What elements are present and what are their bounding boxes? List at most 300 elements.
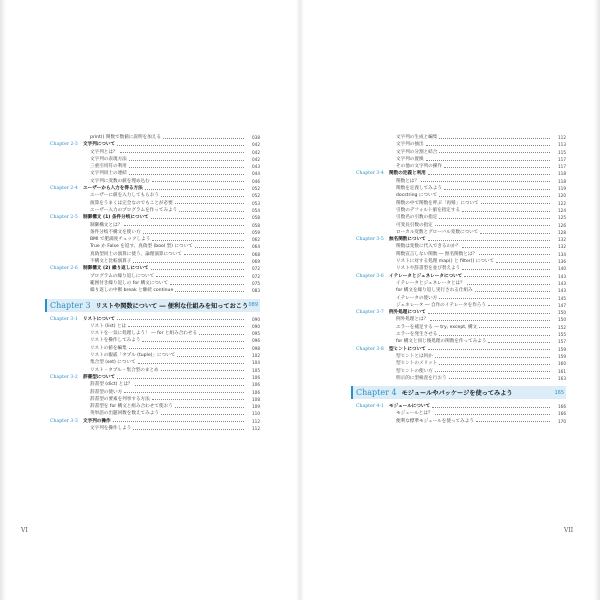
entry-title: リストの値を編集: [90, 345, 127, 351]
toc-section-row: [356, 309, 566, 316]
entry-title: 演算をうまくは完全なのでもことが必要: [90, 200, 173, 206]
entry-title: イテレータとジェネレータとは？: [396, 280, 465, 286]
page-number: 072: [252, 266, 260, 272]
page-number: 058: [252, 222, 260, 228]
entry-title: リストに対する処理 map() と filter() について: [396, 259, 495, 265]
dot-leader: [117, 145, 244, 146]
entry-title: 辞書型について: [83, 374, 116, 380]
entry-title: docstring について: [396, 193, 438, 199]
entry-title: リストを一気に処理しよう！ ― for と組み合わせる: [90, 331, 198, 337]
dot-leader: [138, 363, 244, 364]
toc-entry-row: [356, 418, 566, 425]
page-number: 068: [252, 251, 260, 257]
dot-leader: [435, 357, 550, 358]
dot-leader: [124, 225, 244, 226]
dot-leader: [426, 160, 550, 161]
entry-title: 文字列同士の連結: [90, 171, 127, 177]
toc-section-row: [50, 316, 260, 323]
entry-title: エラーを補足する ― try, except, 構文: [396, 324, 478, 330]
entry-title: 例外処理とは？: [396, 317, 429, 323]
entry-title: プログラムの繰り返しについて: [90, 273, 155, 279]
entry-title: 関数の定義と利用: [389, 171, 426, 177]
page-number: 090: [252, 323, 260, 329]
page-number: 143: [558, 288, 566, 294]
entry-title: 文字列の置換: [396, 156, 424, 162]
toc-entry-row: [356, 375, 566, 382]
toc-entry-row: [356, 229, 566, 236]
entry-title: リストを操作してみよう: [90, 338, 141, 344]
toc-entry-row: [356, 360, 566, 367]
entry-title: 文字列について: [83, 142, 116, 148]
entry-title: 引数名の引数の指定: [396, 215, 438, 221]
dot-leader: [488, 305, 550, 306]
entry-title: 不構文と比較演算子: [90, 259, 132, 265]
dot-leader: [156, 276, 244, 277]
page-number: 122: [558, 200, 566, 206]
section-number: Chapter 3-4: [356, 171, 384, 177]
dot-leader: [175, 407, 244, 408]
page-number: 043: [252, 164, 260, 170]
page-number: 038: [252, 135, 260, 140]
entry-title: 型ヒントのメリット: [396, 361, 438, 367]
entry-title: for 構文を繰り返し実行される仕組み: [396, 288, 473, 294]
page-number: 044: [252, 171, 260, 177]
toc-entry-row: [356, 141, 566, 148]
dot-leader: [179, 211, 244, 212]
dot-leader: [432, 407, 550, 408]
dot-leader: [476, 421, 550, 422]
page-number: 110: [252, 411, 260, 417]
toc-entry-row: [50, 389, 260, 396]
page-number: 124: [558, 207, 566, 213]
page-number: 046: [252, 178, 260, 184]
toc-entry-row: [50, 236, 260, 243]
dot-leader: [435, 414, 550, 415]
toc-entry-row: [50, 207, 260, 214]
entry-title: モジュールとは？: [396, 411, 433, 417]
entry-title: 辞書型 (dict) とは？: [90, 382, 133, 388]
toc-entry-row: [356, 302, 566, 309]
page-number: 143: [558, 280, 566, 286]
page-number: 132: [558, 237, 566, 243]
entry-title: リスト・タプル・集合型のまとめ: [90, 367, 159, 373]
dot-leader: [428, 174, 550, 175]
toc-entry-row: [50, 251, 260, 258]
entry-title: エラーを発生させる: [396, 332, 438, 338]
toc-section-row: [356, 403, 566, 410]
entry-title: イテレータとジェネレータについて: [389, 273, 463, 279]
dot-leader: [133, 429, 244, 430]
dot-leader: [117, 319, 244, 320]
entry-title: 英単語の出題回数を数えてみよう: [90, 411, 159, 417]
dot-leader: [439, 196, 550, 197]
entry-title: 文字列を操作しよう: [90, 425, 132, 431]
chapter-banner: [45, 299, 260, 312]
dot-leader: [129, 348, 244, 349]
dot-leader: [161, 414, 244, 415]
entry-title: モジュールについて: [389, 404, 431, 410]
section-number: Chapter 3-3: [50, 418, 78, 424]
dot-leader: [480, 233, 550, 234]
entry-title: 型ヒントについて: [389, 346, 426, 352]
entry-title: リスト (list) とは: [90, 323, 127, 329]
page-number: 155: [558, 332, 566, 338]
chapter-banner: [351, 386, 566, 399]
toc-entry-row: [50, 287, 260, 294]
section-number: Chapter 4-1: [356, 404, 384, 410]
section-number: Chapter 2-5: [50, 215, 78, 221]
page-number: 112: [252, 425, 260, 431]
chapter-page: 165: [554, 389, 564, 396]
toc-entry-row: [356, 280, 566, 287]
entry-title: リストの親戚「タプル (tuple)」について: [90, 353, 176, 359]
dot-leader: [462, 211, 550, 212]
toc-entry-row: [356, 163, 566, 170]
chapter-title: リストや関数について ― 便利な仕組みを知っておこう: [95, 302, 249, 310]
page-number: 157: [558, 339, 566, 345]
toc-entry-row: [50, 330, 260, 337]
toc-section-row: [50, 374, 260, 381]
page-number: 059: [252, 229, 260, 235]
page-number: 134: [558, 251, 566, 257]
toc-entry-row: [356, 324, 566, 331]
page-number: 108: [252, 396, 260, 402]
toc-section-row: [50, 185, 260, 192]
dot-leader: [479, 327, 550, 328]
page-number: 126: [558, 222, 566, 228]
dot-leader: [479, 254, 550, 255]
toc-entry-row: [50, 403, 260, 410]
entry-title: 可変長引数の指定: [396, 222, 433, 228]
page-number: 069: [252, 259, 260, 265]
entry-title: 集合型 (set) について: [90, 360, 136, 366]
page-number: 112: [558, 135, 566, 140]
entry-title: 文字列の抽出: [396, 142, 424, 148]
toc-entry-row: [50, 367, 260, 374]
toc-entry-row: [50, 352, 260, 359]
toc-entry-row: [50, 178, 260, 185]
toc-entry-row: [356, 214, 566, 221]
page-number: 161: [558, 368, 566, 374]
page-number: 128: [558, 229, 566, 235]
dot-leader: [439, 138, 550, 139]
page-number: 098: [252, 345, 260, 351]
section-number: Chapter 3-2: [50, 374, 78, 380]
dot-leader: [184, 254, 244, 255]
page-number: 152: [558, 324, 566, 330]
entry-title: 型ヒントとは何か: [396, 353, 433, 359]
entry-title: 三重引用符の利用: [90, 164, 127, 170]
dot-leader: [439, 152, 550, 153]
page-number: 104: [252, 360, 260, 366]
dot-leader: [152, 181, 244, 182]
toc-entry-row: [50, 134, 260, 141]
toc-entry-row: [356, 185, 566, 192]
dot-leader: [435, 225, 550, 226]
page-number: 054: [252, 207, 260, 213]
dot-leader: [151, 218, 244, 219]
toc-entry-row: [356, 353, 566, 360]
entry-title: 文字列の操作: [83, 418, 111, 424]
entry-title: 辞書型の要素を列挙する方法: [90, 396, 150, 402]
toc-entry-row: [356, 200, 566, 207]
dot-leader: [449, 378, 550, 379]
dot-leader: [152, 399, 244, 400]
toc-entry-row: [356, 192, 566, 199]
dot-leader: [496, 262, 550, 263]
dot-leader: [428, 240, 550, 241]
page-number: 042: [252, 156, 260, 162]
toc-entry-row: [50, 345, 260, 352]
toc-entry-row: [50, 425, 260, 432]
entry-title: 関数とは？: [396, 178, 419, 184]
entry-title: BMI で肥満度チェックしよう: [90, 237, 151, 243]
entry-title: 明示的に型検査を行おう: [396, 375, 447, 381]
dot-leader: [462, 247, 550, 248]
dot-leader: [439, 335, 550, 336]
dot-leader: [439, 218, 550, 219]
dot-leader: [421, 181, 550, 182]
entry-title: 制御構文 (1) 条件分岐について: [83, 215, 149, 221]
dot-leader: [161, 196, 244, 197]
dot-leader: [120, 152, 244, 153]
toc-entry-row: [356, 338, 566, 345]
entry-title: 文字列とは？: [90, 149, 118, 155]
dot-leader: [467, 284, 550, 285]
toc-entry-row: [356, 134, 566, 141]
entry-title: 文字列に変数の値を埋め込む: [90, 178, 150, 184]
dot-leader: [161, 370, 244, 371]
chapter-page: 089: [248, 302, 258, 309]
section-number: Chapter 3-6: [356, 273, 384, 279]
toc-entry-row: [50, 410, 260, 417]
page-number: 120: [558, 193, 566, 199]
entry-title: 文字列の生成と編集: [396, 135, 438, 140]
page-number: 090: [252, 316, 260, 322]
page-number: 106: [252, 374, 260, 380]
entry-title: ローカル変数とグローバル変数について: [396, 229, 479, 235]
page-number: 118: [558, 171, 566, 177]
page-number: 052: [252, 186, 260, 192]
entry-title: イテレータの使い方: [396, 295, 438, 301]
entry-title: リストや辞書型を並び替えよう: [396, 266, 461, 272]
toc-entry-row: [356, 368, 566, 375]
page-number: 160: [558, 361, 566, 367]
page-number: 163: [558, 375, 566, 381]
toc-entry-row: [356, 265, 566, 272]
dot-leader: [175, 291, 244, 292]
page-number: 140: [558, 266, 566, 272]
page-number: 072: [252, 273, 260, 279]
entry-title: 例外処理について: [389, 310, 426, 316]
toc-entry-row: [50, 280, 260, 287]
toc-entry-row: [356, 156, 566, 163]
page-number: 052: [252, 193, 260, 199]
page-number: 132: [558, 244, 566, 250]
section-number: Chapter 2-4: [50, 186, 78, 192]
entry-title: リストについて: [83, 316, 115, 322]
dot-leader: [143, 233, 244, 234]
toc-entry-row: [356, 258, 566, 265]
page-number: 117: [558, 164, 566, 170]
toc-entry-row: [356, 287, 566, 294]
entry-title: 関数を定義してみよう: [396, 186, 442, 192]
toc-entry-row: [356, 295, 566, 302]
page-number: 042: [252, 142, 260, 148]
toc-section-row: [356, 273, 566, 280]
page-number: 105: [252, 367, 260, 373]
page-number: 112: [252, 418, 260, 424]
page-number: 159: [558, 346, 566, 352]
entry-title: その他の文字列の操作: [396, 164, 442, 170]
page-number: 106: [252, 389, 260, 395]
page-number: 106: [252, 382, 260, 388]
folio-left: VI: [21, 527, 28, 534]
page-number: 113: [558, 142, 566, 148]
page-number: 170: [558, 418, 566, 424]
toc-section-row: [50, 418, 260, 425]
dot-leader: [117, 378, 244, 379]
dot-leader: [135, 385, 244, 386]
toc-entry-row: [50, 170, 260, 177]
toc-section-row: [356, 170, 566, 177]
dot-leader: [435, 371, 550, 372]
dot-leader: [475, 291, 550, 292]
toc-entry-row: [50, 222, 260, 229]
entry-title: 繰り返しの中断 break と継続 continue: [90, 288, 174, 294]
toc-entry-row: [50, 149, 260, 156]
dot-leader: [462, 269, 550, 270]
page-number: 062: [252, 237, 260, 243]
dot-leader: [151, 269, 244, 270]
page-number: 096: [252, 338, 260, 344]
toc-section-row: [50, 214, 260, 221]
dot-leader: [175, 203, 244, 204]
toc-entry-row: [356, 207, 566, 214]
dot-leader: [124, 392, 244, 393]
entry-title: 辞書型の使い方: [90, 389, 123, 395]
entry-title: 関数宣言しない関数 ― 無名関数とは？: [396, 251, 478, 257]
toc-entry-row: [50, 192, 260, 199]
page-number: 053: [252, 200, 260, 206]
entry-title: 便利な標準モジュールを使ってみよう: [396, 418, 474, 424]
entry-title: for 構文と同じ後処理の関数を作ってみよう: [396, 339, 487, 345]
toc-section-row: [50, 265, 260, 272]
dot-leader: [439, 298, 550, 299]
page-number: 064: [252, 244, 260, 250]
toc-entry-row: [356, 149, 566, 156]
dot-leader: [464, 276, 550, 277]
dot-leader: [444, 189, 550, 190]
entry-title: ジェネレータ ― 自作のイテレータを作ろう: [396, 302, 487, 308]
page-number: 150: [558, 317, 566, 323]
toc-left-page: [50, 134, 260, 432]
page-number: 159: [558, 353, 566, 359]
toc-section-row: [356, 346, 566, 353]
entry-title: 辞書型を for 構文と組み合わせて使おう: [90, 404, 173, 410]
page-number: 109: [252, 404, 260, 410]
toc-entry-row: [356, 316, 566, 323]
dot-leader: [430, 320, 550, 321]
dot-leader: [426, 145, 550, 146]
page-number: 075: [252, 280, 260, 286]
toc-entry-row: [50, 337, 260, 344]
toc-right-page: [356, 134, 566, 425]
section-number: Chapter 2-3: [50, 142, 78, 148]
entry-title: 真偽型同士の演算に使う、論理演算について: [90, 251, 182, 257]
page-edge-left: [0, 0, 6, 600]
page-number: 145: [558, 295, 566, 301]
entry-title: 制御構文 (2) 繰り返しについて: [83, 266, 149, 272]
entry-title: 文字列の表現方法: [90, 156, 127, 162]
entry-title: 制御構文とは？: [90, 222, 123, 228]
toc-entry-row: [50, 258, 260, 265]
page-number: 136: [558, 259, 566, 265]
entry-title: True か False を返す、真偽型 (bool 型) について: [90, 244, 193, 250]
dot-leader: [113, 421, 244, 422]
dot-leader: [129, 160, 244, 161]
page-number: 102: [252, 353, 260, 359]
toc-section-row: [50, 141, 260, 148]
toc-entry-row: [50, 359, 260, 366]
page-number: 119: [558, 186, 566, 192]
entry-title: 条件分岐不構文を使い方: [90, 229, 141, 235]
page-number: 147: [558, 302, 566, 308]
entry-title: 型ヒントの使い方: [396, 368, 433, 374]
book-gutter: [296, 0, 304, 600]
page-number: 117: [558, 156, 566, 162]
page-number: 166: [558, 404, 566, 410]
page-number: 118: [558, 178, 566, 184]
dot-leader: [170, 284, 244, 285]
dot-leader: [128, 326, 244, 327]
toc-entry-row: [356, 243, 566, 250]
dot-leader: [177, 356, 244, 357]
dot-leader: [163, 138, 244, 139]
dot-leader: [152, 240, 244, 241]
dot-leader: [142, 341, 244, 342]
page-number: 058: [252, 215, 260, 221]
page-number: 150: [558, 310, 566, 316]
chapter-title: モジュールやパッケージを使ってみよう: [401, 390, 513, 398]
toc-section-row: [356, 236, 566, 243]
page-number: 042: [252, 149, 260, 155]
dot-leader: [439, 364, 550, 365]
entry-title: 関数は変数に代入できるのか？: [396, 244, 461, 250]
toc-entry-row: [356, 331, 566, 338]
page-number: 125: [558, 215, 566, 221]
dot-leader: [195, 247, 244, 248]
page-edge-right: [594, 0, 600, 600]
entry-title: 範囲付き繰り返しの for 構文について: [90, 280, 169, 286]
entry-title: ユーザーから入力を得る方法: [83, 186, 143, 192]
entry-title: ユーザー入力のプログラムを作ってみよう: [90, 207, 178, 213]
dot-leader: [129, 167, 244, 168]
toc-entry-row: [50, 273, 260, 280]
section-number: Chapter 2-6: [50, 266, 78, 272]
entry-title: 引数のデフォルト値を指定する: [396, 207, 461, 213]
toc-entry-row: [356, 251, 566, 258]
toc-entry-row: [50, 396, 260, 403]
dot-leader: [428, 349, 550, 350]
toc-entry-row: [356, 178, 566, 185]
entry-title: print() 関数で数値に説明を加える: [90, 135, 161, 140]
chapter-label: Chapter 4: [356, 388, 397, 398]
toc-entry-row: [50, 156, 260, 163]
page-number: 095: [252, 331, 260, 337]
toc-entry-row: [356, 222, 566, 229]
section-number: Chapter 3-5: [356, 237, 384, 243]
